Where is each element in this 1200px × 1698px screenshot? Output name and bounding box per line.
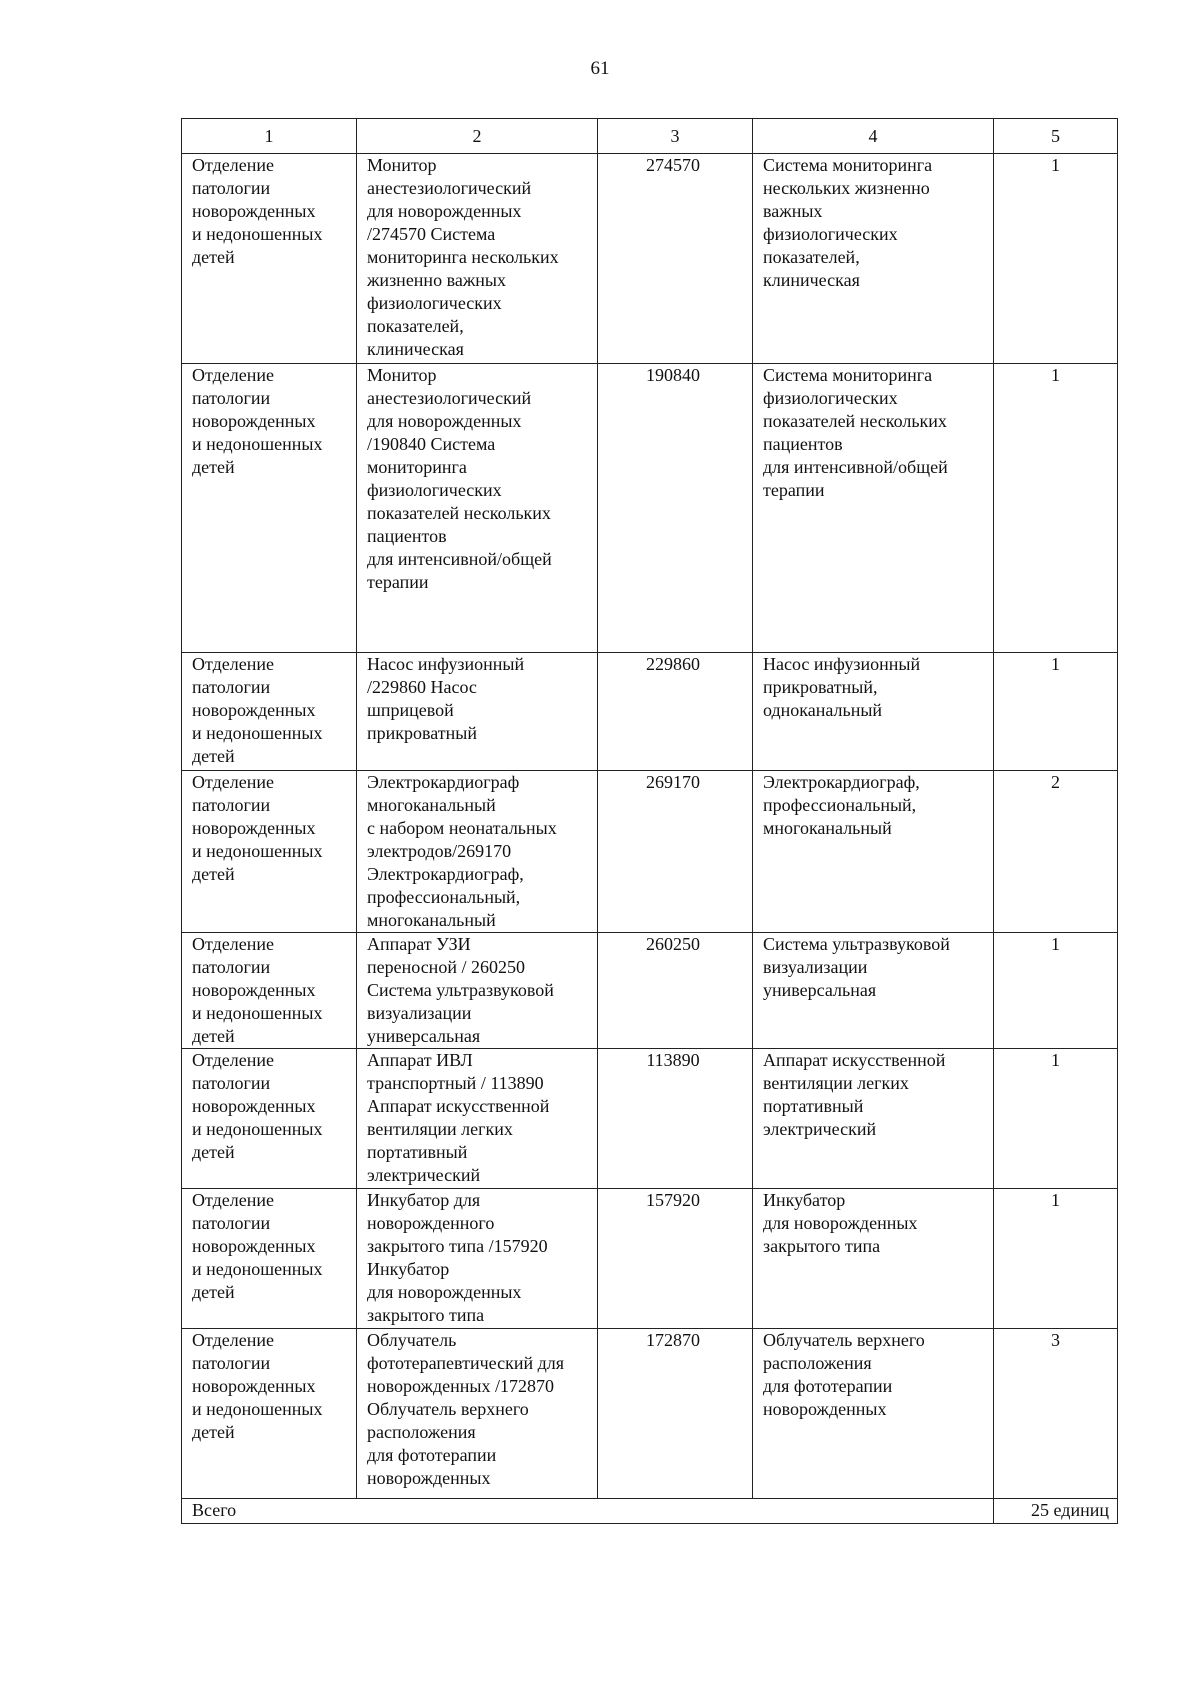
equipment-name-cell-text: Аппарат УЗИ переносной / 260250 Система ультразвуковой визуализации универсальная (367, 934, 554, 1046)
equipment-name-cell-text: Электрокардиограф многоканальный с набором неонатальных электродов/269170 Электрокардиограф, профессиональный, многоканальный (367, 772, 557, 930)
table-row (182, 933, 1118, 1049)
quantity-cell-text: 1 (1051, 155, 1060, 175)
equipment-type-cell-text: Система мониторинга нескольких жизненно важных физиологических показателей, клиническая (763, 155, 933, 290)
equipment-type-cell-text: Аппарат искусственной вентиляции легких портативный электрический (763, 1050, 946, 1139)
equipment-type-cell (753, 364, 994, 653)
equipment-type-cell (753, 771, 994, 933)
quantity-cell-text: 1 (1051, 365, 1060, 385)
equipment-type-cell-text: Система ультразвуковой визуализации универсальная (763, 934, 950, 1000)
equipment-code-cell-text: 260250 (646, 934, 700, 954)
total-label: Всего (182, 1499, 994, 1524)
equipment-code-cell-text: 157920 (646, 1190, 700, 1210)
equipment-table (181, 118, 1118, 1524)
equipment-name-cell-text: Монитор анестезиологический для новорожденных /274570 Система мониторинга нескольких жизненно важных физиологических показателей, клиническая (367, 155, 559, 359)
quantity-cell (994, 1329, 1118, 1499)
equipment-type-cell (753, 1329, 994, 1499)
department-cell-text: Отделение патологии новорожденных и недоношенных детей (192, 1050, 323, 1162)
department-cell-text: Отделение патологии новорожденных и недоношенных детей (192, 1330, 323, 1442)
equipment-code-cell-text: 229860 (646, 654, 700, 674)
table-row (182, 1189, 1118, 1329)
equipment-type-cell-text: Система мониторинга физиологических показателей нескольких пациентов для интенсивной/общей терапии (763, 365, 948, 500)
quantity-cell-text: 1 (1051, 934, 1060, 954)
equipment-name-cell-text: Монитор анестезиологический для новорожденных /190840 Система мониторинга физиологических показателей нескольких пациентов для интенсивной/общей терапии (367, 365, 552, 592)
quantity-cell (994, 364, 1118, 653)
equipment-type-cell (753, 154, 994, 364)
equipment-type-cell-text: Электрокардиограф, профессиональный, многоканальный (763, 772, 920, 838)
column-header: 4 (753, 119, 994, 154)
table-header-row (182, 119, 1118, 154)
equipment-type-cell-text: Облучатель верхнего расположения для фототерапии новорожденных (763, 1330, 925, 1419)
equipment-name-cell (357, 364, 598, 653)
quantity-cell (994, 771, 1118, 933)
table-row (182, 1329, 1118, 1499)
department-cell-text: Отделение патологии новорожденных и недоношенных детей (192, 772, 323, 884)
equipment-code-cell (598, 1329, 753, 1499)
equipment-type-cell (753, 1049, 994, 1189)
quantity-cell-text: 2 (1051, 772, 1060, 792)
equipment-name-cell (357, 653, 598, 771)
quantity-cell-text: 3 (1051, 1330, 1060, 1350)
equipment-name-cell (357, 771, 598, 933)
equipment-name-cell (357, 1049, 598, 1189)
quantity-cell (994, 154, 1118, 364)
equipment-name-cell (357, 1329, 598, 1499)
equipment-code-cell (598, 771, 753, 933)
equipment-code-cell-text: 113890 (646, 1050, 700, 1070)
table-row (182, 771, 1118, 933)
equipment-code-cell (598, 653, 753, 771)
equipment-code-cell (598, 1189, 753, 1329)
equipment-type-cell (753, 933, 994, 1049)
equipment-type-cell (753, 653, 994, 771)
equipment-code-cell-text: 269170 (646, 772, 700, 792)
equipment-name-cell (357, 933, 598, 1049)
total-value: 25 единиц (994, 1499, 1118, 1524)
total-row (182, 1499, 1118, 1524)
department-cell-text: Отделение патологии новорожденных и недоношенных детей (192, 365, 323, 477)
quantity-cell-text: 1 (1051, 1190, 1060, 1210)
equipment-code-cell (598, 154, 753, 364)
table-row (182, 364, 1118, 653)
quantity-cell-text: 1 (1051, 654, 1060, 674)
equipment-name-cell (357, 154, 598, 364)
equipment-code-cell-text: 274570 (646, 155, 700, 175)
equipment-name-cell-text: Насос инфузионный /229860 Насос шприцевой прикроватный (367, 654, 525, 743)
equipment-type-cell-text: Насос инфузионный прикроватный, одноканальный (763, 654, 921, 720)
department-cell (182, 771, 357, 933)
department-cell-text: Отделение патологии новорожденных и недоношенных детей (192, 155, 323, 267)
equipment-name-cell-text: Облучатель фототерапевтический для новорожденных /172870 Облучатель верхнего расположения для фототерапии новорожденных (367, 1330, 565, 1488)
department-cell-text: Отделение патологии новорожденных и недоношенных детей (192, 654, 323, 766)
quantity-cell (994, 1189, 1118, 1329)
department-cell (182, 1329, 357, 1499)
equipment-code-cell (598, 1049, 753, 1189)
equipment-type-cell (753, 1189, 994, 1329)
equipment-name-cell-text: Инкубатор для новорожденного закрытого типа /157920 Инкубатор для новорожденных закрытого типа (367, 1190, 548, 1325)
column-header: 3 (598, 119, 753, 154)
page-number: 61 (590, 58, 610, 79)
department-cell (182, 933, 357, 1049)
department-cell-text: Отделение патологии новорожденных и недоношенных детей (192, 934, 323, 1046)
table-row (182, 1049, 1118, 1189)
department-cell (182, 1049, 357, 1189)
equipment-code-cell (598, 364, 753, 653)
department-cell-text: Отделение патологии новорожденных и недоношенных детей (192, 1190, 323, 1302)
department-cell (182, 364, 357, 653)
table-row (182, 653, 1118, 771)
department-cell (182, 1189, 357, 1329)
column-header: 5 (994, 119, 1118, 154)
column-header: 1 (182, 119, 357, 154)
department-cell (182, 154, 357, 364)
equipment-name-cell (357, 1189, 598, 1329)
equipment-name-cell-text: Аппарат ИВЛ транспортный / 113890 Аппарат искусственной вентиляции легких портативный электрический (367, 1050, 550, 1185)
equipment-type-cell-text: Инкубатор для новорожденных закрытого типа (763, 1190, 918, 1256)
department-cell (182, 653, 357, 771)
quantity-cell (994, 1049, 1118, 1189)
quantity-cell-text: 1 (1051, 1050, 1060, 1070)
equipment-code-cell-text: 190840 (646, 365, 700, 385)
column-header: 2 (357, 119, 598, 154)
quantity-cell (994, 653, 1118, 771)
table-row (182, 154, 1118, 364)
equipment-code-cell (598, 933, 753, 1049)
equipment-code-cell-text: 172870 (646, 1330, 700, 1350)
quantity-cell (994, 933, 1118, 1049)
